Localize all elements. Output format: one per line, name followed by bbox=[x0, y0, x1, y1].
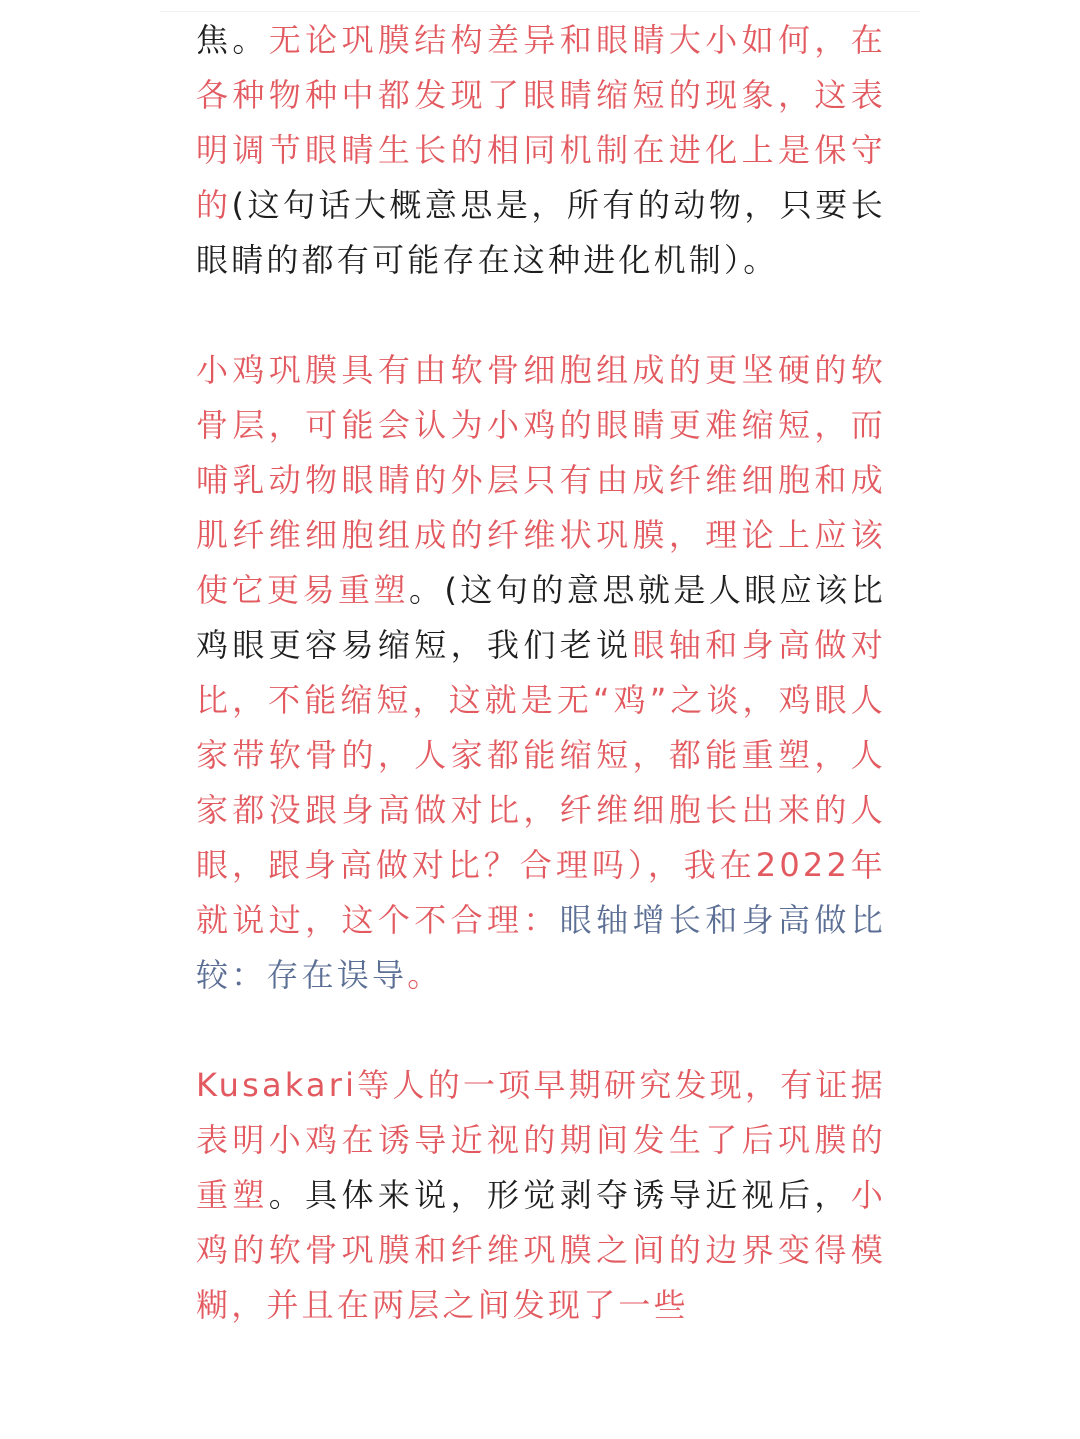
text-segment: 焦。 bbox=[196, 21, 269, 59]
text-segment: (这句话大概意思是，所有的动物，只要长眼睛的都有可能存在这种进化机制）。 bbox=[196, 186, 886, 279]
highlighted-text: 小鸡的软骨巩膜和纤维巩膜之间的边界变得模糊，并且在两层之间发现了一些 bbox=[196, 1176, 887, 1324]
linked-topic[interactable]: 眼轴增长和身高做比较：存在误导 bbox=[196, 901, 886, 994]
article-body bbox=[196, 13, 886, 1333]
highlighted-text: 。 bbox=[407, 956, 443, 994]
highlighted-text: 无论巩膜结构差异和眼睛大小如何，在各种物种中都发现了眼睛缩短的现象，这表明调节眼睛生长的相同机制在进化上是保守的 bbox=[196, 21, 886, 224]
text-segment: 。具体来说，形觉剥夺诱导近视后， bbox=[268, 1176, 851, 1214]
paragraph-2 bbox=[196, 343, 886, 1003]
highlighted-text: 小鸡巩膜具有由软骨细胞组成的更坚硬的软骨层，可能会认为小鸡的眼睛更难缩短，而哺乳动物眼睛的外层只有由成纤维细胞和成肌纤维细胞组成的纤维状巩膜，理论上应该使它更易重塑 bbox=[196, 351, 886, 609]
top-divider bbox=[160, 11, 920, 12]
text-segment: 。(这句的意思就是人眼应该比鸡眼更容易缩短，我们老说 bbox=[196, 571, 886, 664]
highlighted-text: Kusakari等人的一项早期研究发现，有证据表明小鸡在诱导近视的期间发生了后巩膜的重塑 bbox=[196, 1066, 886, 1214]
paragraph-3 bbox=[196, 1058, 886, 1333]
highlighted-text: 眼轴和身高做对比，不能缩短，这就是无“鸡”之谈，鸡眼人家带软骨的，人家都能缩短，都能重塑，人家都没跟身高做对比，纤维细胞长出来的人眼，跟身高做对比？合理吗），我在2022年就说过，这个不合理： bbox=[196, 626, 886, 939]
paragraph-1 bbox=[196, 13, 886, 288]
